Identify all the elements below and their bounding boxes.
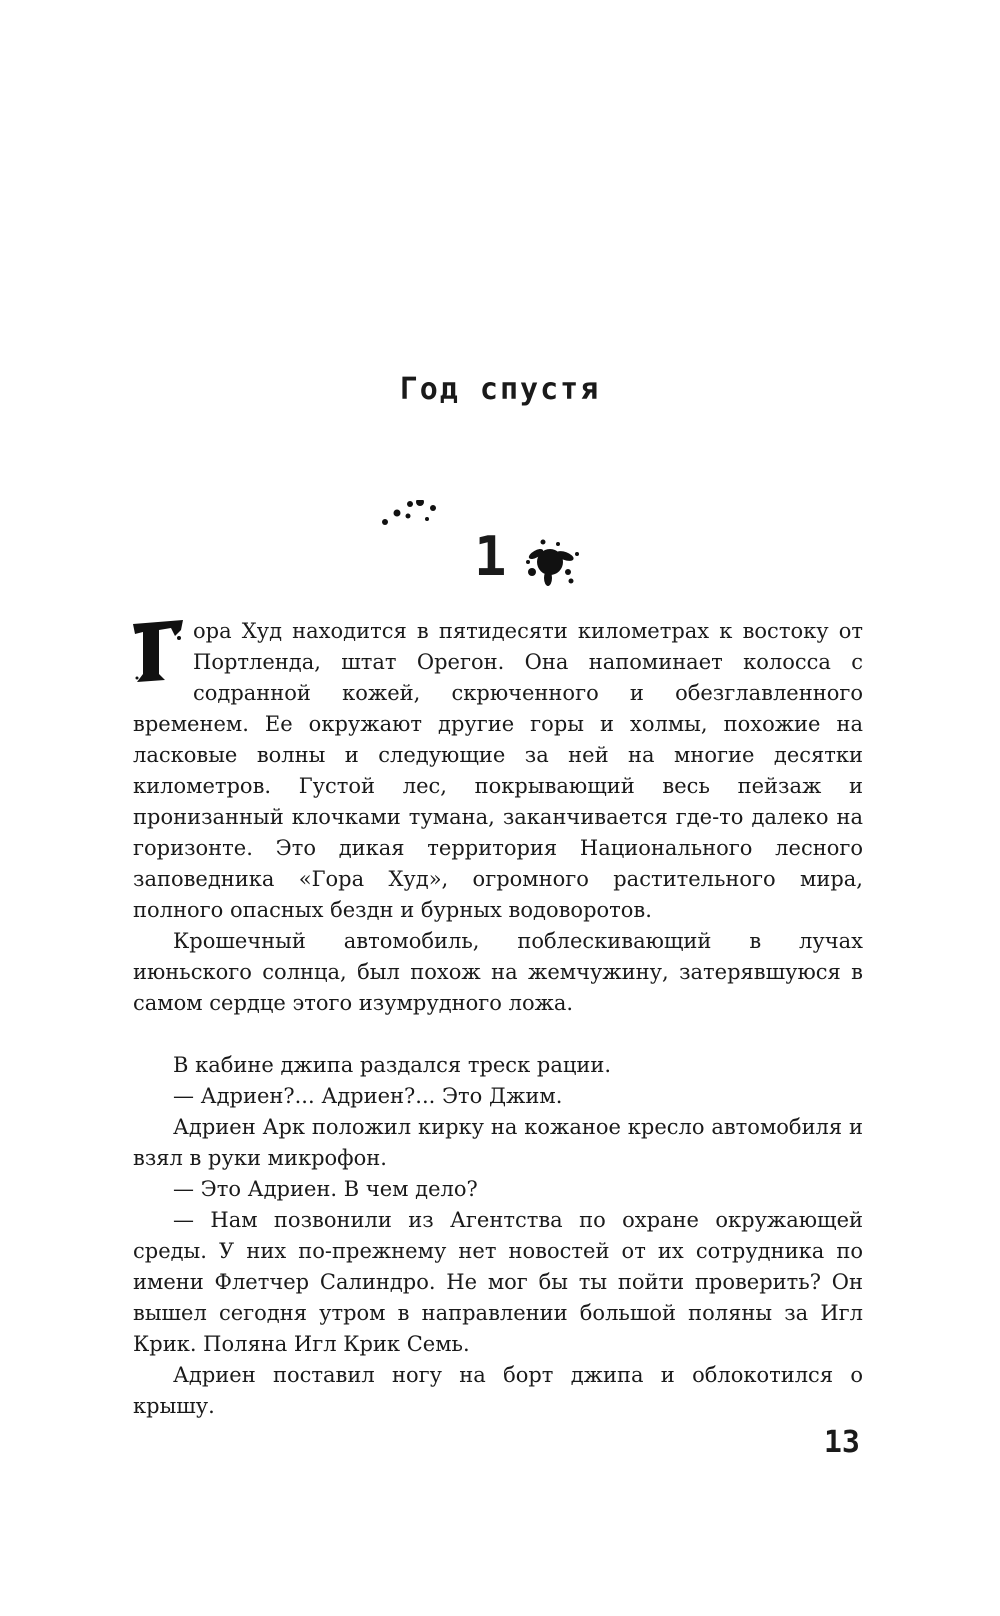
part-title: Год спустя: [399, 372, 601, 407]
paragraph-text: ора Худ находится в пятидесяти километрах к востоку от Портленда, штат Орегон. Она напоминает колосса с содранной кожей, скрюченного и обезглавленного временем. Ее окружают другие горы и холмы, похожие на ласковые волны и следующие за ней на многие десятки километров. Густой лес, покрывающий весь пейзаж и пронизанный клочками тумана, заканчивается где-то далеко на горизонте. Это дикая территория Национального лесного заповедника «Гора Худ», огромного растительного мира, полного опасных бездн и бурных водоворотов.: [133, 619, 863, 922]
body-text: [133, 616, 863, 1422]
paragraph: Адриен поставил ногу на борт джипа и облокотился о крышу.: [133, 1363, 863, 1418]
paragraph: Крошечный автомобиль, поблескивающий в лучах июньского солнца, был похож на жемчужину, затерявшуюся в самом сердце этого изумрудного ложа.: [133, 929, 863, 1015]
decorative-dropcap-icon: [131, 618, 185, 684]
paragraph: В кабине джипа раздался треск рации.: [173, 1053, 612, 1077]
dialogue-line: — Адриен?... Адриен?... Это Джим.: [173, 1084, 563, 1108]
paragraph: Адриен Арк положил кирку на кожаное кресло автомобиля и взял в руки микрофон.: [133, 1115, 863, 1170]
page-number: 13: [823, 1425, 860, 1460]
paragraph: [133, 616, 863, 926]
chapter-number: 1: [474, 525, 507, 588]
dialogue-line: — Это Адриен. В чем дело?: [173, 1177, 478, 1201]
dialogue-line: — Нам позвонили из Агентства по охране окружающей среды. У них по-прежнему нет новостей от их сотрудника по имени Флетчер Салиндро. Не мог бы ты пойти проверить? Он вышел сегодня утром в направлении большой поляны за Игл Крик. Поляна Игл Крик Семь.: [133, 1208, 863, 1356]
